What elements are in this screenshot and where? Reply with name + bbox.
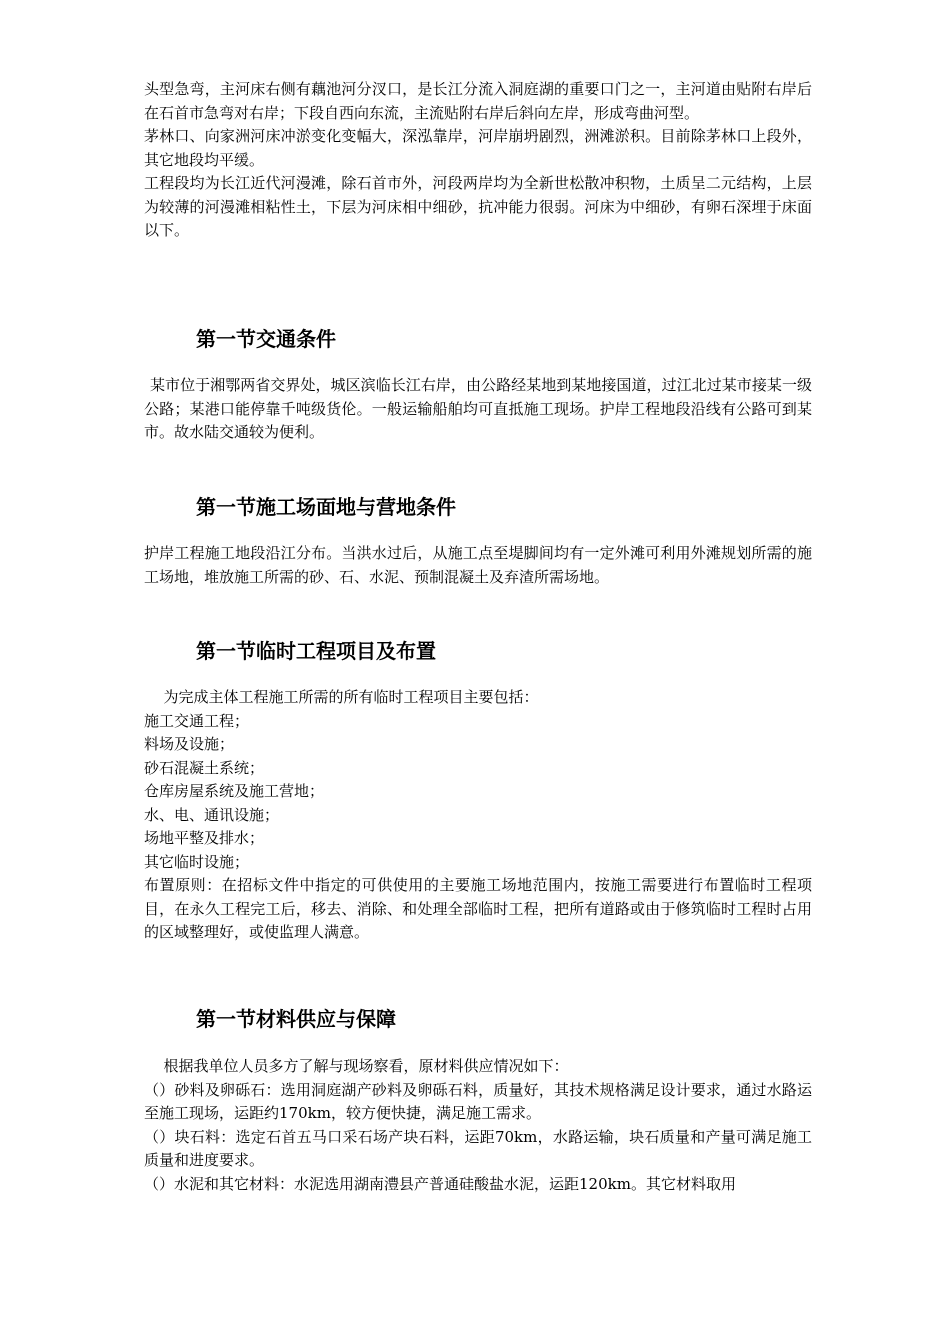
intro-paragraph-maolinkou: 茅林口、向家洲河床冲淤变化变幅大，深泓靠岸，河岸崩坍剧烈，洲滩淤积。目前除茅林口上段外，其它地段均平缓。: [144, 127, 812, 169]
temporary-item: 料场及设施；: [144, 735, 235, 753]
temporary-item: 砂石混凝土系统；: [144, 758, 265, 777]
traffic-paragraph: 某市位于湘鄂两省交界处，城区滨临长江右岸，由公路经某地到某地接国道，过江北过某市接某一级公路；某港口能停靠千吨级货伦。一般运输船舶均可直抵施工现场。护岸工程地段沿线有公路可到某市。故水陆交通较为便利。: [144, 376, 812, 441]
temporary-intro: 为完成主体工程施工所需的所有临时工程项目主要包括：: [163, 688, 539, 706]
materials-intro: 根据我单位人员多方了解与现场察看，原材料供应情况如下：: [163, 1057, 569, 1075]
temporary-principle: 布置原则：在招标文件中指定的可供使用的主要施工场地范围内，按施工需要进行布置临时工程项目，在永久工程完工后，移去、消除、和处理全部临时工程，把所有道路或由于修筑临时工程时占用的区域整理好，或使监理人满意。: [144, 876, 812, 941]
temporary-item: 施工交通工程；: [144, 711, 250, 730]
section-body-temporary: [144, 686, 812, 945]
intro-text-block: [144, 78, 812, 243]
materials-item: （）水泥和其它材料：水泥选用湖南澧县产普通硅酸盐水泥，运距120km。其它材料取用: [144, 1174, 736, 1193]
temporary-item: 仓库房屋系统及施工营地；: [144, 782, 325, 800]
materials-item: （）块石料：选定石首五马口采石场产块石料，运距70km，水路运输，块石质量和产量可满足施工质量和进度要求。: [144, 1127, 812, 1169]
intro-paragraph-river-bend: 头型急弯，主河床右侧有藕池河分汊口，是长江分流入洞庭湖的重要口门之一，主河道由贴附右岸后在石首市急弯对右岸；下段自西向东流，主流贴附右岸后斜向左岸，形成弯曲河型。: [144, 80, 812, 122]
temporary-item: 场地平整及排水；: [144, 829, 265, 847]
section-body-traffic: [144, 374, 812, 445]
materials-item: （）砂料及卵砾石：选用洞庭湖产砂料及卵砾石料，质量好，其技术规格满足设计要求，通过水路运至施工现场，运距约170km，较方便快捷，满足施工需求。: [144, 1080, 812, 1122]
section-body-materials: [144, 1055, 812, 1196]
intro-paragraph-geology: 工程段均为长江近代河漫滩，除石首市外，河段两岸均为全新世松散冲积物，土质呈二元结构，上层为较薄的河漫滩相粘性土，下层为河床相中细砂，抗冲能力很弱。河床为中细砂，有卵石深埋于床面以下。: [144, 174, 812, 239]
section-heading-site: 第一节施工场面地与营地条件: [196, 495, 456, 519]
section-heading-materials: 第一节材料供应与保障: [196, 1007, 396, 1031]
temporary-item: 其它临时设施；: [144, 852, 250, 871]
temporary-item: 水、电、通讯设施；: [144, 805, 280, 824]
section-heading-traffic: 第一节交通条件: [196, 327, 336, 351]
site-paragraph: 护岸工程施工地段沿江分布。当洪水过后，从施工点至堤脚间均有一定外滩可利用外滩规划所需的施工场地，堆放施工所需的砂、石、水泥、预制混凝土及弃渣所需场地。: [144, 544, 812, 586]
section-heading-temporary: 第一节临时工程项目及布置: [196, 639, 436, 663]
section-body-site: [144, 542, 812, 589]
